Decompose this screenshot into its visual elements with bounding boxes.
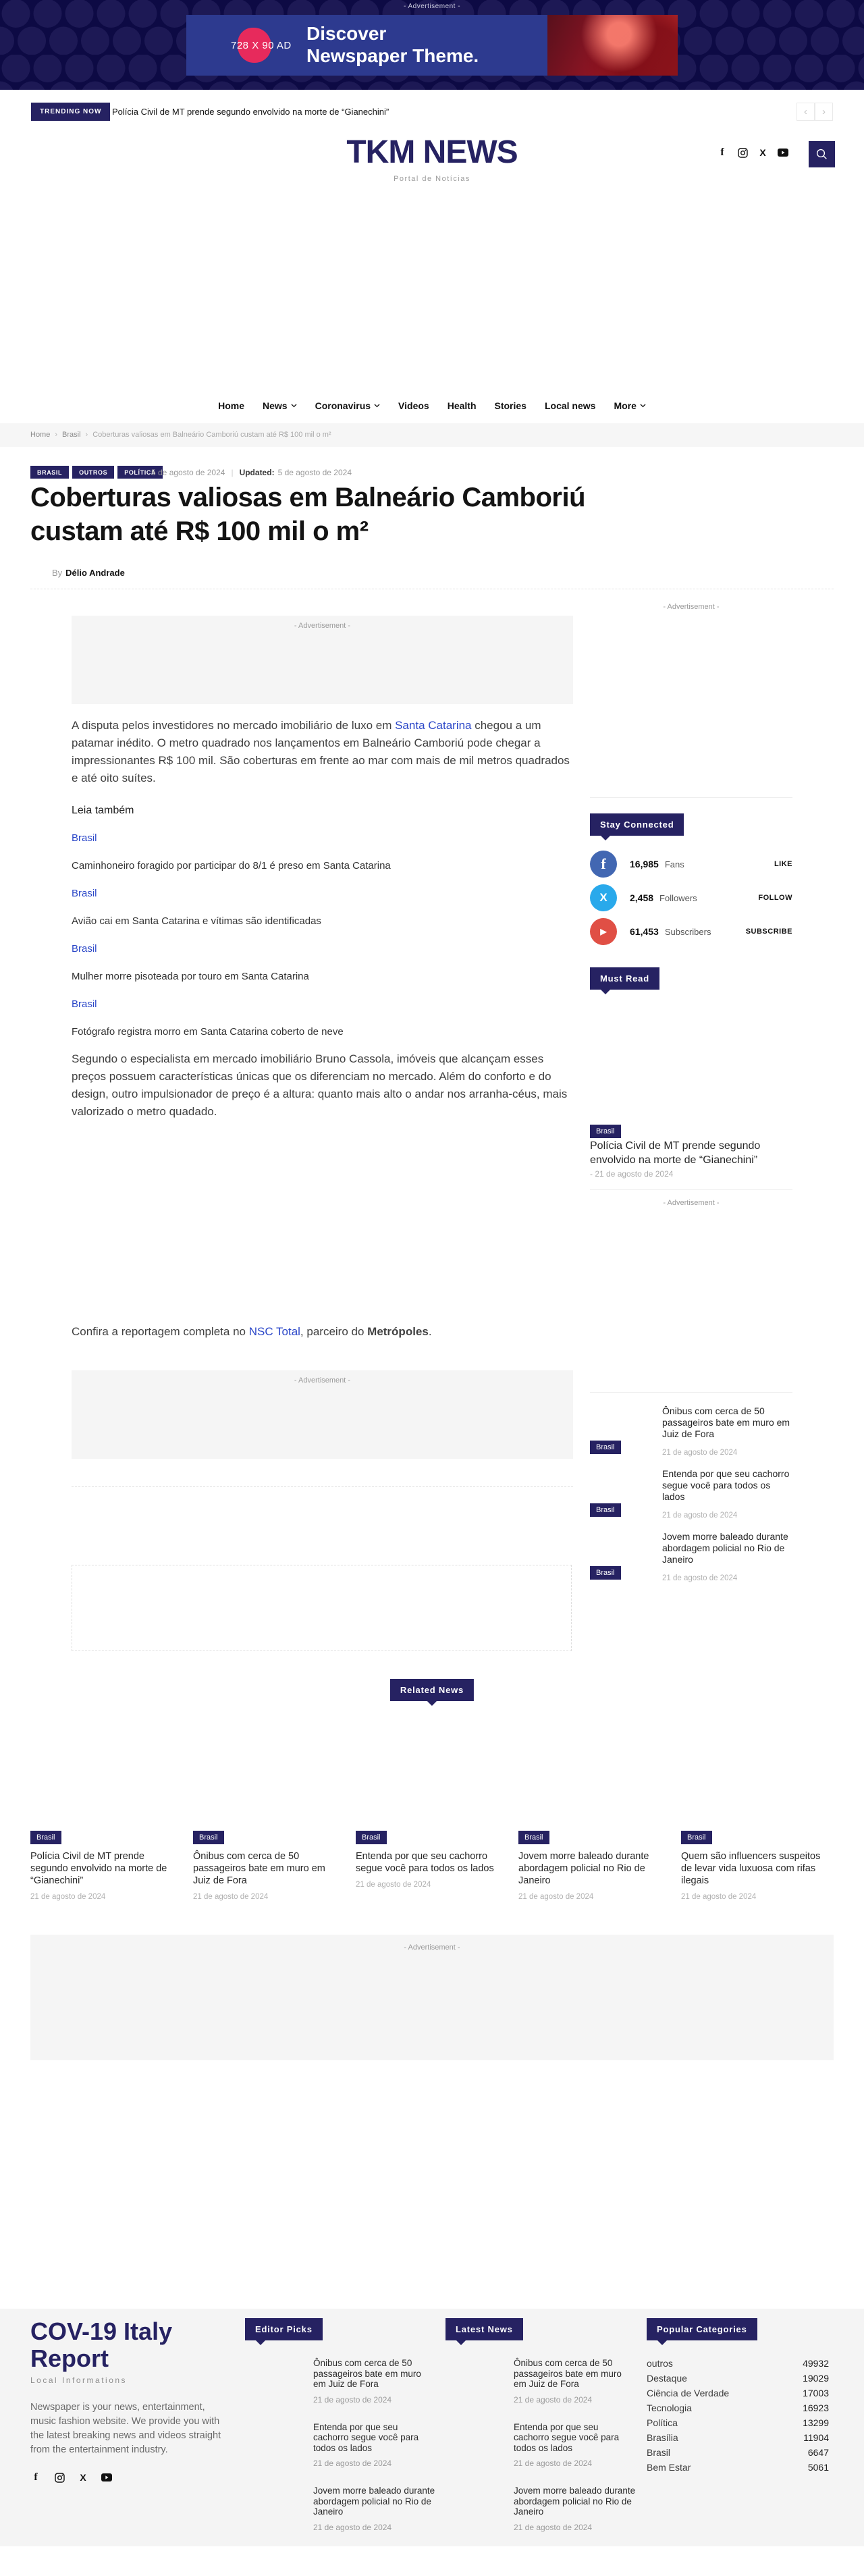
page-title: Coberturas valiosas em Balneário Camboriú custam até R$ 100 mil o m² — [30, 483, 585, 546]
chevron-down-icon — [374, 404, 380, 408]
latest-news-heading: Latest News — [446, 2318, 523, 2340]
footer-logo[interactable]: COV-19 Italy Report — [30, 2317, 173, 2372]
footer-article-date: 21 de agosto de 2024 — [313, 2459, 392, 2468]
related-card-badge[interactable]: Brasil — [193, 1831, 224, 1844]
instagram-icon[interactable] — [54, 2472, 65, 2483]
followers-count: 2,458 — [630, 892, 654, 903]
nav-item-news[interactable]: News — [263, 400, 297, 411]
banner-title — [306, 22, 479, 67]
article-paragraph-3: Confira a reportagem completa no NSC Total, parceiro do Metrópoles. — [72, 1325, 432, 1338]
byline-prefix: By — [52, 568, 63, 578]
related-card-title[interactable]: Polícia Civil de MT prende segundo envolvido na morte de “Gianechini” — [30, 1851, 167, 1886]
author-link[interactable]: Délio Andrade — [65, 568, 125, 578]
sidebar-article-badge[interactable]: Brasil — [590, 1441, 621, 1454]
footer-popular-categories — [647, 2318, 829, 2477]
footer-article-title[interactable]: Entenda por que seu cachorro segue você para todos os lados — [514, 2421, 620, 2453]
ad-banner[interactable] — [186, 15, 678, 76]
facebook-counter-row — [590, 851, 792, 878]
breadcrumb-current: Coberturas valiosas em Balneário Camboriú custam até R$ 100 mil o m² — [92, 431, 331, 439]
footer-article-title[interactable]: Ônibus com cerca de 50 passageiros bate em muro em Juiz de Fora — [514, 2358, 622, 2389]
search-button[interactable] — [809, 141, 835, 167]
footer-article-title[interactable]: Jovem morre baleado durante abordagem policial no Rio de Janeiro — [514, 2486, 636, 2517]
youtube-icon[interactable]: ▶ — [590, 918, 617, 945]
main-navigation — [0, 388, 864, 423]
footer-article-title[interactable]: Jovem morre baleado durante abordagem policial no Rio de Janeiro — [313, 2486, 435, 2517]
followers-label: Followers — [659, 892, 697, 903]
footer-article — [245, 2486, 435, 2532]
facebook-icon[interactable]: f — [590, 851, 617, 878]
related-card-date: 21 de agosto de 2024 — [30, 1893, 106, 1901]
divider — [72, 1486, 573, 1487]
related-card-badge[interactable]: Brasil — [518, 1831, 549, 1844]
chevron-down-icon — [640, 404, 646, 408]
sidebar-article-title[interactable]: Ônibus com cerca de 50 passageiros bate em muro em Juiz de Fora — [662, 1405, 790, 1439]
divider — [590, 1189, 792, 1190]
category-badge-politica[interactable]: POLÍTICA — [117, 466, 163, 479]
editor-picks-heading: Editor Picks — [245, 2318, 323, 2340]
related-link-headline[interactable]: Avião cai em Santa Catarina e vítimas são identificadas — [72, 915, 321, 927]
nav-item-more[interactable]: More — [614, 400, 645, 411]
related-card-date: 21 de agosto de 2024 — [518, 1893, 594, 1901]
x-twitter-icon[interactable]: X — [80, 2472, 86, 2483]
banner-title-line1: Discover — [306, 23, 387, 44]
trending-prev-button[interactable]: ‹ — [796, 103, 815, 121]
fans-label: Fans — [664, 859, 684, 869]
related-link-tag[interactable]: Brasil — [72, 998, 97, 1010]
subscribe-button[interactable]: SUBSCRIBE — [745, 928, 792, 936]
site-logo[interactable]: TKM NEWS — [346, 134, 518, 170]
top-ad-bar — [0, 0, 864, 90]
footer-latest-news — [446, 2318, 636, 2532]
related-card-badge[interactable]: Brasil — [681, 1831, 712, 1844]
sidebar-article — [590, 1405, 792, 1459]
meta-divider: | — [231, 468, 234, 477]
sidebar-ad-label: - Advertisement - — [663, 603, 720, 611]
footer-tagline: Local Informations — [30, 2376, 128, 2385]
breadcrumb-separator: › — [55, 431, 58, 439]
related-card — [193, 1831, 343, 1901]
category-row-ciencia[interactable]: Ciência de Verdade 17003 — [647, 2388, 829, 2398]
metropoles-bold: Metrópoles — [367, 1325, 429, 1338]
sidebar-article-title[interactable]: Entenda por que seu cachorro segue você para todos os lados — [662, 1468, 790, 1502]
banner-size-label: 728 X 90 AD — [231, 40, 292, 51]
sidebar-ad-label: - Advertisement - — [663, 1199, 720, 1207]
advertisement-label: - Advertisement - — [404, 1943, 460, 1952]
category-row-brasilia[interactable]: Brasília 11904 — [647, 2432, 829, 2443]
article-ad-slot-2 — [72, 1370, 573, 1459]
footer-article — [245, 2358, 435, 2405]
site-tagline: Portal de Notícias — [394, 175, 470, 183]
youtube-icon[interactable] — [101, 2472, 112, 2483]
divider — [590, 1392, 792, 1393]
related-link-tag[interactable]: Brasil — [72, 943, 97, 955]
nav-item-home[interactable]: Home — [218, 400, 244, 411]
footer-social-links — [30, 2472, 233, 2483]
related-card-badge[interactable]: Brasil — [30, 1831, 61, 1844]
nav-item-videos[interactable]: Videos — [398, 400, 429, 411]
sidebar-article-date: 21 de agosto de 2024 — [662, 1574, 738, 1582]
related-card-title[interactable]: Jovem morre baleado durante abordagem policial no Rio de Janeiro — [518, 1851, 649, 1886]
twitter-counter-row — [590, 884, 792, 911]
related-card-badge[interactable]: Brasil — [356, 1831, 387, 1844]
advertisement-label: - Advertisement - — [294, 622, 351, 630]
x-twitter-icon[interactable]: X — [590, 884, 617, 911]
banner-title-line2: Newspaper Theme. — [306, 45, 479, 66]
youtube-counter-row — [590, 918, 792, 945]
category-row-brasil[interactable]: Brasil 6647 — [647, 2447, 829, 2458]
related-link-headline[interactable]: Mulher morre pisoteada por touro em Santa Catarina — [72, 971, 309, 982]
article-ad-slot-1 — [72, 616, 573, 704]
footer-article-date: 21 de agosto de 2024 — [514, 2459, 593, 2468]
related-link-headline[interactable]: Fotógrafo registra morro em Santa Catarina coberto de neve — [72, 1026, 344, 1038]
footer-article — [446, 2358, 636, 2405]
popular-categories-heading: Popular Categories — [647, 2318, 757, 2340]
subscribers-count: 61,453 — [630, 926, 659, 937]
category-row-bem-estar[interactable]: Bem Estar 5061 — [647, 2462, 829, 2473]
related-card — [681, 1831, 831, 1901]
sidebar-article-badge[interactable]: Brasil — [590, 1503, 621, 1517]
related-link-tag[interactable]: Brasil — [72, 888, 97, 899]
breadcrumb-home[interactable]: Home — [30, 431, 51, 439]
leia-tambem-block — [72, 804, 574, 1053]
fans-count: 16,985 — [630, 859, 659, 869]
updated-date: 5 de agosto de 2024 — [277, 468, 352, 477]
facebook-icon[interactable]: f — [34, 2471, 38, 2483]
x-twitter-icon[interactable]: X — [759, 147, 766, 158]
article-paragraph-2: Segundo o especialista em mercado imobiliário Bruno Cassola, imóveis que alcançam esses preços possuem características únicas que os diferenciam no mercado. Além do conforto e do design, outro impulsionador de preço é a altura: quanto mais alto o andar nos arranha-céus, mais valorizado o metro quadado. — [72, 1052, 568, 1118]
sidebar-article — [590, 1531, 792, 1585]
category-row-tecnologia[interactable]: Tecnologia 16923 — [647, 2403, 829, 2413]
santa-catarina-link[interactable]: Santa Catarina — [395, 719, 472, 732]
instagram-icon[interactable] — [737, 147, 748, 158]
sidebar-article-date: 21 de agosto de 2024 — [662, 1449, 738, 1457]
article-paragraph-1: A disputa pelos investidores no mercado imobiliário de luxo em Santa Catarina chegou a um patamar inédito. O metro quadrado nos lançamentos em Balneário Camboriú pode chegar a impressionantes R$ 100 mil. São coberturas em frente ao mar com mais de mil metros quadrados e até oito suítes. — [72, 719, 570, 784]
footer-about — [30, 2318, 233, 2483]
related-link-tag[interactable]: Brasil — [72, 832, 97, 844]
category-row-politica[interactable]: Política 13299 — [647, 2417, 829, 2428]
banner-photo — [547, 15, 678, 76]
divider — [590, 797, 792, 798]
facebook-icon[interactable]: f — [720, 146, 724, 158]
footer-article-date: 21 de agosto de 2024 — [514, 2394, 593, 2405]
footer-article-title[interactable]: Entenda por que seu cachorro segue você para todos os lados — [313, 2421, 419, 2453]
header-social-links — [717, 147, 788, 158]
related-card — [356, 1831, 506, 1889]
footer-article-date: 21 de agosto de 2024 — [313, 2522, 392, 2532]
nav-item-stories[interactable]: Stories — [494, 400, 526, 411]
chevron-down-icon — [291, 404, 297, 408]
advertisement-label: - Advertisement - — [403, 3, 461, 10]
sidebar-article-date: 21 de agosto de 2024 — [662, 1511, 738, 1520]
category-badge-brasil[interactable]: BRASIL — [30, 466, 69, 479]
related-card-title[interactable]: Entenda por que seu cachorro segue você para todos os lados — [356, 1851, 494, 1874]
related-card-date: 21 de agosto de 2024 — [681, 1893, 757, 1901]
trending-next-button[interactable]: › — [815, 103, 833, 121]
footer-article-title[interactable]: Ônibus com cerca de 50 passageiros bate em muro em Juiz de Fora — [313, 2358, 421, 2389]
search-icon — [816, 149, 828, 160]
leia-tambem-heading: Leia também — [72, 805, 134, 816]
youtube-icon[interactable] — [778, 147, 788, 158]
trending-now-badge: TRENDING NOW — [31, 103, 110, 121]
article-categories — [30, 466, 163, 479]
breadcrumb-bar — [0, 423, 864, 447]
category-list — [647, 2358, 829, 2477]
related-card — [518, 1831, 668, 1901]
byline — [52, 568, 125, 578]
like-button[interactable]: LIKE — [774, 860, 792, 868]
related-card — [30, 1831, 180, 1901]
advertisement-label: - Advertisement - — [294, 1376, 351, 1385]
nav-item-coronavirus[interactable]: Coronavirus — [315, 400, 380, 411]
nsc-total-link[interactable]: NSC Total — [248, 1325, 300, 1338]
related-card-title[interactable]: Quem são influencers suspeitos de levar vida luxuosa com rifas ilegais — [681, 1851, 821, 1886]
category-row-destaque[interactable]: Destaque 19029 — [647, 2373, 829, 2384]
must-read-heading: Must Read — [590, 967, 659, 990]
related-card-date: 21 de agosto de 2024 — [356, 1881, 431, 1889]
follow-button[interactable]: FOLLOW — [758, 894, 792, 902]
footer — [0, 2309, 864, 2546]
breadcrumb-brasil[interactable]: Brasil — [62, 431, 81, 439]
nav-item-local-news[interactable]: Local news — [544, 400, 596, 411]
category-row-outros[interactable]: outros 49932 — [647, 2358, 829, 2369]
sidebar-article — [590, 1468, 792, 1522]
updated-label: Updated: — [239, 468, 275, 477]
must-read-date: - 21 de agosto de 2024 — [590, 1169, 674, 1179]
nav-item-health[interactable]: Health — [447, 400, 477, 411]
breadcrumb — [30, 423, 331, 447]
related-link-headline[interactable]: Caminhoneiro foragido por participar do 8/1 é preso em Santa Catarina — [72, 860, 391, 871]
sidebar-article-title[interactable]: Jovem morre baleado durante abordagem policial no Rio de Janeiro — [662, 1531, 788, 1565]
publish-date: 5 de agosto de 2024 — [151, 468, 225, 477]
footer-editor-picks — [245, 2318, 435, 2532]
related-news-heading: Related News — [390, 1679, 474, 1701]
footer-article-date: 21 de agosto de 2024 — [514, 2522, 593, 2532]
stay-connected-heading: Stay Connected — [590, 813, 684, 836]
bottom-ad-slot — [30, 1935, 834, 2060]
footer-article — [446, 2486, 636, 2532]
trending-headline[interactable]: Polícia Civil de MT prende segundo envolvido na morte de “Gianechini” — [112, 107, 389, 117]
article-meta — [151, 468, 352, 477]
must-read-title[interactable]: Polícia Civil de MT prende segundo envolvido na morte de “Gianechini” — [590, 1140, 761, 1166]
social-counters — [590, 851, 792, 952]
must-read-category-badge[interactable]: Brasil — [590, 1125, 621, 1138]
category-badge-outros[interactable]: OUTROS — [72, 466, 114, 479]
footer-article-date: 21 de agosto de 2024 — [313, 2394, 392, 2405]
related-card-date: 21 de agosto de 2024 — [193, 1893, 269, 1901]
related-card-title[interactable]: Ônibus com cerca de 50 passageiros bate em muro em Juiz de Fora — [193, 1851, 325, 1886]
author-box-placeholder — [72, 1565, 572, 1651]
footer-article — [245, 2422, 435, 2469]
footer-description: Newspaper is your news, entertainment, music fashion website. We provide you with the latest breaking news and videos straight from the entertainment industry. — [30, 2402, 221, 2455]
breadcrumb-separator: › — [85, 431, 88, 439]
sidebar-article-badge[interactable]: Brasil — [590, 1566, 621, 1580]
footer-article — [446, 2422, 636, 2469]
subscribers-label: Subscribers — [664, 926, 711, 937]
